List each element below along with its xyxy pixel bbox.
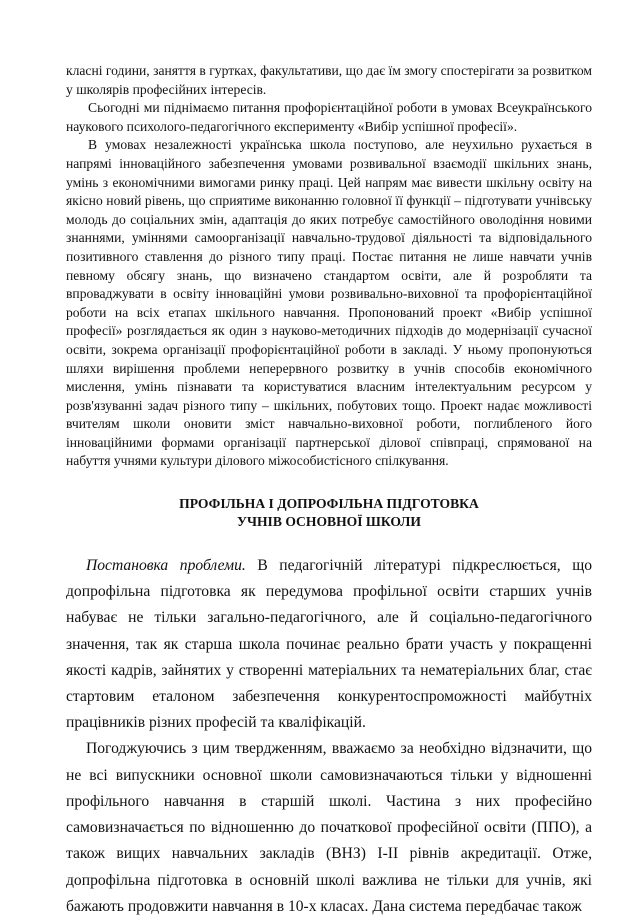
heading-line-2: УЧНІВ ОСНОВНОЇ ШКОЛИ: [237, 514, 421, 530]
paragraph-independence: В умовах незалежності українська школа поступово, але неухильно рухається в напрямі інноваційного забезпечення умовами розвивальної взаємодії шкільних знань, умінь з економічними вимогами ринку праці. Цей напрям має вивести шкільну освіту на якісно новий рівень, що сприятиме виконанню головної її функції – підготувати учнівську молодь до соціальних змін, адаптація до яких потребує самостійного оволодіння новими знаннями, уміннями самоорганізації навчально-трудової діяльності та відповідального позитивного ставлення до різного типу праці. Постає питання не лише навчати учнів певному обсягу знань, що визначено стандартом освіти, але й розробляти та впроваджувати в освіту інноваційні умови розвивально-виховної та профорієнтаційної роботи на всіх етапах шкільного навчання. Пропонований проект «Вибір успішної професії» розглядається як один з науково-методичних підходів до модернізації сучасної освіти, зокрема організації профорієнтаційної роботи в закладі. У ньому пропонуються шляхи вирішення проблеми неперервного розвитку в учнів способів економічного мислення, умінь пізнавати та користуватися власним інтелектуальним ресурсом у розв'язуванні задач різного типу – шкільних, побутових тощо. Проект надає можливості вчителям школи оновити зміст навчально-виховної роботи, поглибленого його інноваційними формами організації партнерської ділової співпраці, спрямованої на набуття учнями культури ділового міжособистісного спілкування.: [66, 137, 592, 469]
section-heading: [66, 495, 592, 531]
intro-section: [66, 62, 592, 471]
paragraph-experiment: Сьогодні ми піднімаємо питання профорієнтаційної роботи в умовах Всеукраїнського наукового психолого-педагогічного експерименту «Вибір успішної професії».: [66, 100, 592, 134]
problem-statement-text: В педагогічній літературі підкреслюється, що допрофільна підготовка як передумова профільної освіти старших учнів набуває не тільки загально-педагогічного, але й соціально-педагогічного значення, так як старша школа починає реально брати участь у покращенні якості кадрів, зайнятих у створенні матеріальних та нематеріальних благ, стає стартовим еталоном забезпечення конкурентоспроможності майбутніх працівників різних професій та кваліфікацій.: [66, 557, 593, 732]
heading-line-1: ПРОФІЛЬНА І ДОПРОФІЛЬНА ПІДГОТОВКА: [179, 496, 479, 512]
main-section: [66, 553, 592, 920]
paragraph-agreement: Погоджуючись з цим твердженням, вважаємо за необхідно відзначити, що не всі випускники основної школи самовизначаються тільки у відношенні профільного навчання в старшій школі. Частина з них професійно самовизначається по відношенню до початкової професійної освіти (ППО), а також вищих навчальних закладів (ВНЗ) І-ІІ рівнів акредитації. Отже, допрофільна підготовка в основній школі важлива не тільки для учнів, які бажають продовжити навчання в 10-х класах. Дана система передбачає також: [66, 740, 592, 915]
paragraph-continuation: класні години, заняття в гуртках, факультативи, що дає їм змогу спостерігати за розвитком у школярів професійних інтересів.: [66, 63, 592, 97]
problem-statement-lead: Постановка проблеми.: [86, 557, 246, 575]
paragraph-problem-statement: [66, 553, 592, 736]
document-page: [66, 62, 592, 920]
